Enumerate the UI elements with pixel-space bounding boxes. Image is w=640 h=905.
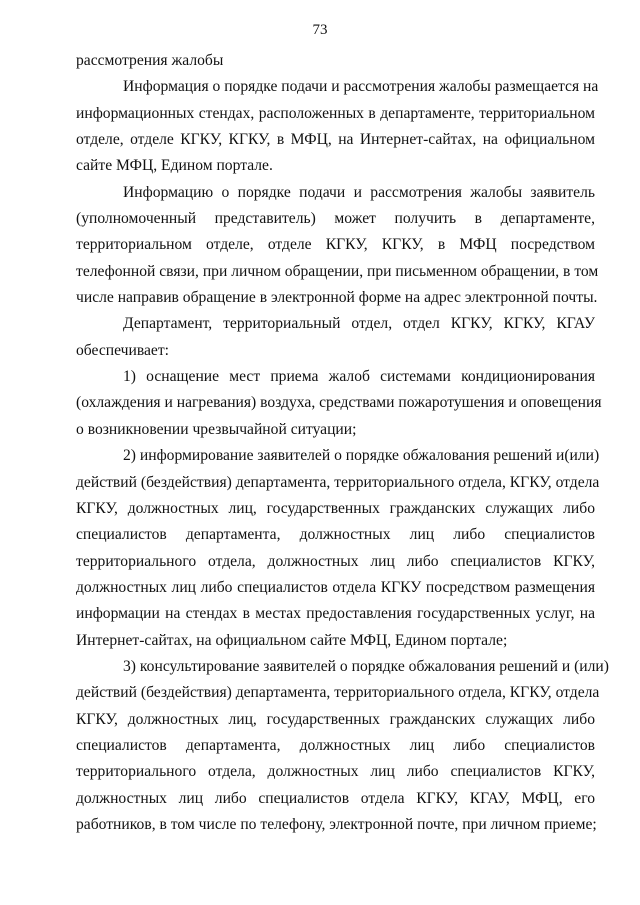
- text-line: территориальном отделе, отделе КГКУ, КГКУ, в МФЦ посредством: [76, 236, 595, 254]
- text-line: отделе, отделе КГКУ, КГКУ, в МФЦ, на Интернет-сайтах, на официальном: [76, 131, 595, 149]
- text-line: должностных лиц либо специалистов отдела КГКУ посредством размещения: [76, 578, 595, 596]
- text-line: (охлаждения и нагревания) воздуха, средствами пожаротушения и оповещения: [76, 394, 602, 412]
- text-line: о возникновении чрезвычайной ситуации;: [76, 420, 357, 438]
- text-line: сайте МФЦ, Едином портале.: [76, 157, 273, 175]
- text-line: 1) оснащение мест приема жалоб системами кондиционирования: [123, 368, 595, 386]
- text-line: Департамент, территориальный отдел, отдел КГКУ, КГКУ, КГАУ: [123, 315, 595, 333]
- text-line: действий (бездействия) департамента, территориального отдела, КГКУ, отдела: [76, 684, 600, 702]
- text-line: телефонной связи, при личном обращении, при письменном обращении, в том: [76, 262, 599, 280]
- text-line: Информацию о порядке подачи и рассмотрения жалобы заявитель: [123, 183, 595, 201]
- text-line: информации на стендах в местах предоставления государственных услуг, на: [76, 605, 595, 623]
- text-line: информационных стендах, расположенных в департаменте, территориальном: [76, 104, 595, 122]
- text-line: 3) консультирование заявителей о порядке обжалования решений и (или): [123, 657, 609, 675]
- document-body: [76, 48, 609, 838]
- text-line: числе направив обращение в электронной форме на адрес электронной почты.: [76, 289, 598, 307]
- text-line: должностных лиц либо специалистов отдела КГКУ, КГАУ, МФЦ, его: [76, 789, 595, 807]
- text-line: специалистов департамента, должностных лиц либо специалистов: [76, 736, 595, 754]
- text-line: работников, в том числе по телефону, электронной почте, при личном приеме;: [76, 815, 597, 833]
- text-line: 2) информирование заявителей о порядке обжалования решений и(или): [123, 447, 600, 465]
- text-line: (уполномоченный представитель) может получить в департаменте,: [76, 210, 595, 228]
- text-line: территориального отдела, должностных лиц либо специалистов КГКУ,: [76, 763, 595, 781]
- text-line: специалистов департамента, должностных лиц либо специалистов: [76, 526, 595, 544]
- text-line: обеспечивает:: [76, 341, 169, 359]
- text-line: действий (бездействия) департамента, территориального отдела, КГКУ, отдела: [76, 473, 600, 491]
- page-number: 73: [312, 22, 328, 38]
- text-line: территориального отдела, должностных лиц либо специалистов КГКУ,: [76, 552, 595, 570]
- text-line: КГКУ, должностных лиц, государственных гражданских служащих либо: [76, 710, 595, 728]
- text-line: рассмотрения жалобы: [76, 52, 224, 69]
- text-line: КГКУ, должностных лиц, государственных гражданских служащих либо: [76, 499, 595, 517]
- text-line: Интернет-сайтах, на официальном сайте МФЦ, Едином портале;: [76, 631, 508, 649]
- text-line: Информация о порядке подачи и рассмотрения жалобы размещается на: [123, 78, 599, 96]
